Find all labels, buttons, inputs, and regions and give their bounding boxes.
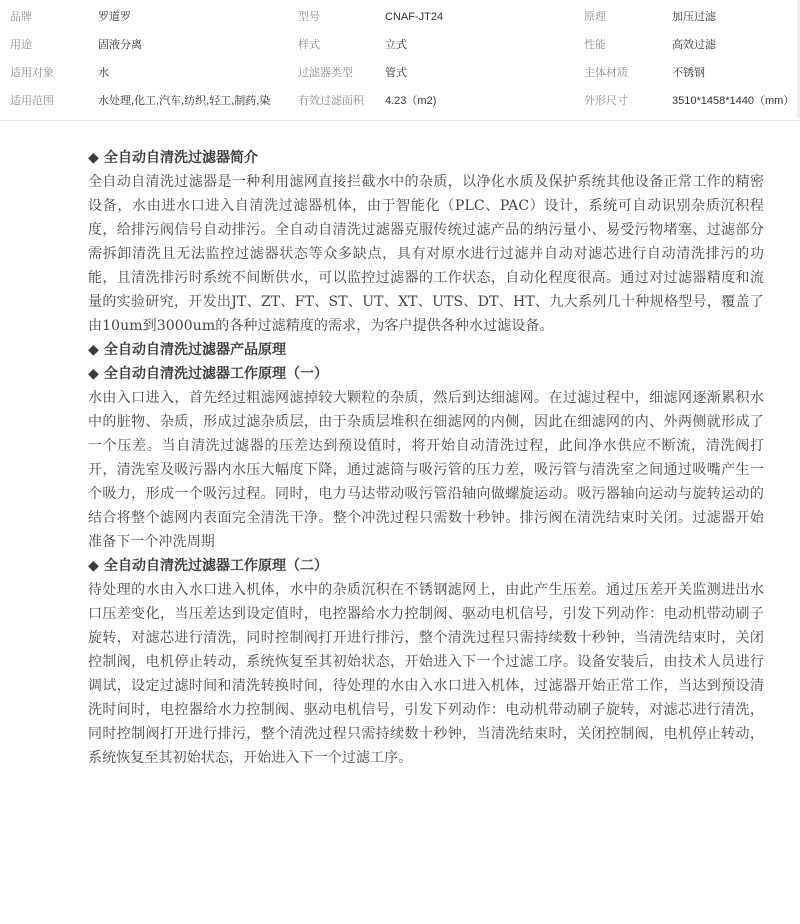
spec-value-material: 不锈钢 bbox=[672, 67, 705, 79]
spec-label-performance: 性能 bbox=[584, 39, 606, 51]
spec-value-scope: 水处理,化工,汽车,纺织,轻工,制药,染 bbox=[98, 95, 271, 107]
spec-label-principle: 原理 bbox=[584, 11, 606, 23]
diamond-bullet-icon: ◆ bbox=[88, 366, 99, 382]
spec-label-material: 主体材质 bbox=[584, 67, 628, 79]
heading-text: 全自动自清洗过滤器工作原理（二） bbox=[104, 558, 328, 574]
diamond-bullet-icon: ◆ bbox=[88, 342, 99, 358]
spec-label-filter-type: 过滤器类型 bbox=[298, 67, 353, 79]
spec-label-model: 型号 bbox=[298, 11, 320, 23]
spec-row bbox=[0, 31, 800, 59]
spec-label-filter-area: 有效过滤面积 bbox=[298, 95, 364, 107]
spec-value-brand: 罗道罗 bbox=[98, 11, 131, 23]
spec-label-brand: 品牌 bbox=[10, 11, 32, 23]
section-heading bbox=[88, 146, 764, 170]
spec-value-usage: 固液分离 bbox=[98, 39, 142, 51]
section-divider bbox=[0, 120, 800, 121]
section-heading bbox=[88, 554, 764, 578]
spec-label-usage: 用途 bbox=[10, 39, 32, 51]
spec-value-dimensions: 3510*1458*1440（mm） bbox=[672, 95, 795, 107]
section-paragraph: 全自动自清洗过滤器是一种利用滤网直接拦截水中的杂质，以净化水质及保护系统其他设备正常工作的精密设备，水由进水口进入自清洗过滤器机体，由于智能化（PLC、PAC）设计，系统可自动识别杂质沉积程度，给排污阀信号自动排污。全自动自清洗过滤器克服传统过滤产品的纳污量小、易受污物堵塞、过滤部分需拆卸清洗且无法监控过滤器状态等众多缺点，具有对原水进行过滤并自动对滤芯进行自动清洗排污的功能，且清洗排污时系统不间断供水，可以监控过滤器的工作状态，自动化程度很高。通过对过滤器精度和流量的实验研究，开发出JT、ZT、FT、ST、UT、XT、UTS、DT、HT、九大系列几十种规格型号，覆盖了由10um到3000um的各种过滤精度的需求，为客户提供各种水过滤设备。 bbox=[88, 174, 764, 334]
diamond-bullet-icon: ◆ bbox=[88, 150, 99, 166]
spec-value-principle: 加压过滤 bbox=[672, 11, 716, 23]
heading-text: 全自动自清洗过滤器简介 bbox=[104, 150, 258, 166]
spec-table bbox=[0, 0, 800, 118]
spec-value-filter-type: 管式 bbox=[385, 67, 407, 79]
spec-label-style: 样式 bbox=[298, 39, 320, 51]
spec-row bbox=[0, 3, 800, 31]
spec-value-style: 立式 bbox=[385, 39, 407, 51]
spec-value-model: CNAF-JT24 bbox=[385, 11, 444, 23]
section-paragraph: 水由入口进入，首先经过粗滤网滤掉较大颗粒的杂质，然后到达细滤网。在过滤过程中，细滤网逐渐累积水中的脏物、杂质，形成过滤杂质层，由于杂质层堆积在细滤网的内侧，因此在细滤网的内、外两侧就形成了一个压差。当自清洗过滤器的压差达到预设值时，将开始自动清洗过程，此间净水供应不断流，清洗阀打开，清洗室及吸污器内水压大幅度下降，通过滤筒与吸污管的压力差，吸污管与清洗室之间通过吸嘴产生一个吸力，形成一个吸污过程。同时，电力马达带动吸污管沿轴向做螺旋运动。吸污器轴向运动与旋转运动的结合将整个滤网内表面完全清洗干净。整个冲洗过程只需数十秒钟。排污阀在清洗结束时关闭。过滤器开始准备下一个冲洗周期 bbox=[88, 390, 764, 550]
heading-text: 全自动自清洗过滤器产品原理 bbox=[104, 342, 286, 358]
spec-row bbox=[0, 87, 800, 115]
diamond-bullet-icon: ◆ bbox=[88, 558, 99, 574]
section-heading bbox=[88, 362, 764, 386]
spec-label-target: 适用对象 bbox=[10, 67, 54, 79]
spec-row bbox=[0, 59, 800, 87]
article-body bbox=[88, 146, 764, 770]
spec-value-target: 水 bbox=[98, 67, 109, 79]
heading-text: 全自动自清洗过滤器工作原理（一） bbox=[104, 366, 328, 382]
spec-label-dimensions: 外形尺寸 bbox=[584, 95, 628, 107]
section-heading bbox=[88, 338, 764, 362]
section-paragraph: 待处理的水由入水口进入机体，水中的杂质沉积在不锈钢滤网上，由此产生压差。通过压差开关监测进出水口压差变化，当压差达到设定值时，电控器给水力控制阀、驱动电机信号，引发下列动作：电动机带动刷子旋转，对滤芯进行清洗，同时控制阀打开进行排污，整个清洗过程只需持续数十秒钟，当清洗结束时，关闭控制阀，电机停止转动，系统恢复至其初始状态，开始进入下一个过滤工序。设备安装后，由技术人员进行调试，设定过滤时间和清洗转换时间，待处理的水由入水口进入机体，过滤器开始正常工作，当达到预设清洗时间时，电控器给水力控制阀、驱动电机信号，引发下列动作：电动机带动刷子旋转，对滤芯进行清洗，同时控制阀打开进行排污，整个清洗过程只需持续数十秒钟，当清洗结束时，关闭控制阀，电机停止转动，系统恢复至其初始状态，开始进入下一个过滤工序。 bbox=[88, 582, 764, 766]
spec-label-scope: 适用范围 bbox=[10, 95, 54, 107]
spec-value-performance: 高效过滤 bbox=[672, 39, 716, 51]
spec-value-filter-area: 4.23（m2) bbox=[385, 95, 437, 107]
